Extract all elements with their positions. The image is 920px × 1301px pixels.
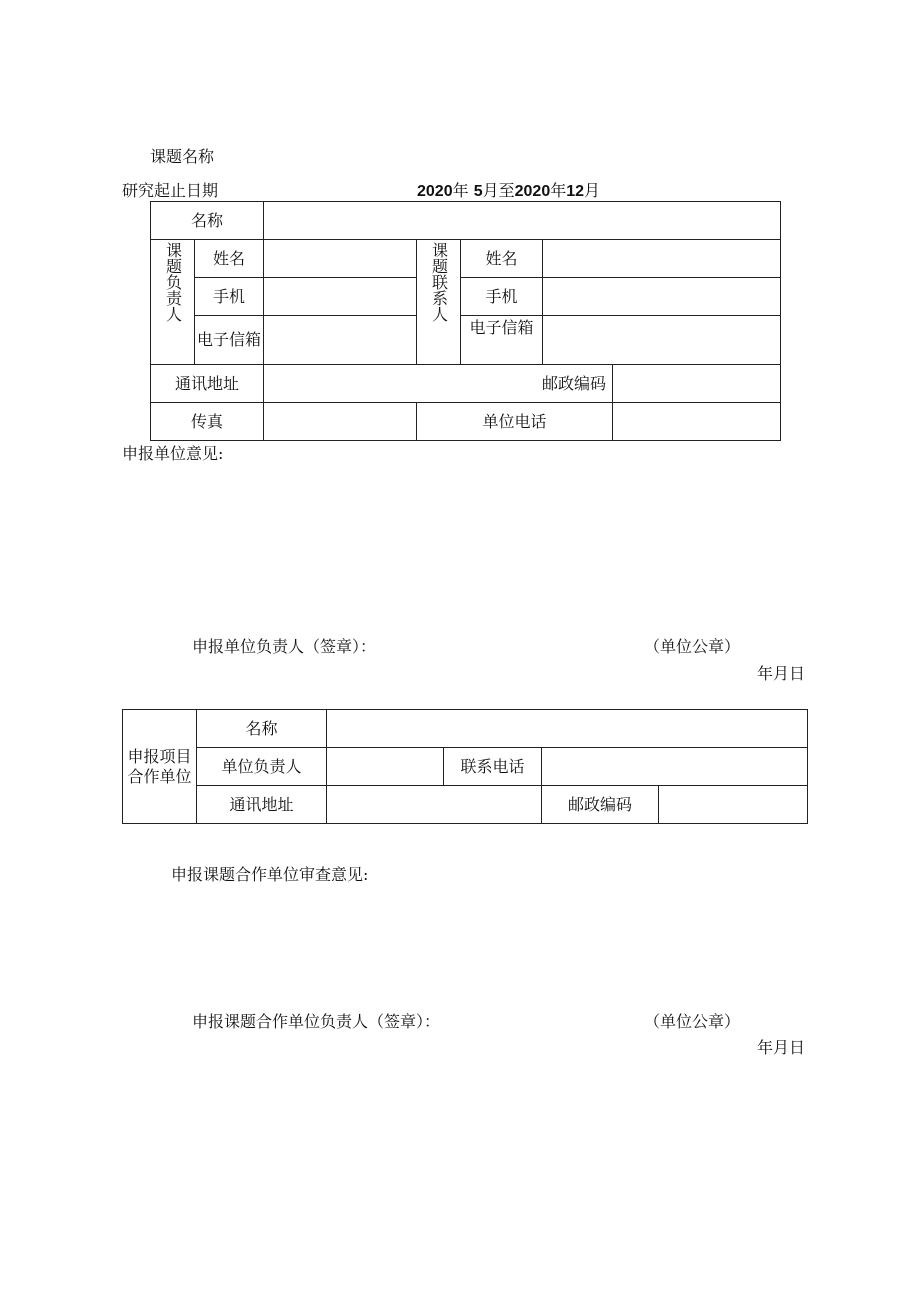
- contact-phone-label: 手机: [461, 278, 543, 316]
- leader-group-label: 课题负责人: [163, 242, 183, 322]
- project-name-label: 课题名称: [150, 147, 215, 166]
- partner-phone-input[interactable]: [542, 748, 808, 786]
- name-label: 名称: [151, 202, 264, 240]
- contact-group-label: 课题联系人: [429, 242, 449, 322]
- address-label: 通讯地址: [151, 365, 264, 403]
- partner-signer: 申报课题合作单位负责人（签章）：: [192, 1012, 441, 1031]
- postcode-input[interactable]: [613, 365, 781, 403]
- leader-email-input[interactable]: [264, 316, 417, 365]
- contact-surname-label: 姓名: [461, 240, 543, 278]
- partner-address-label: 通讯地址: [197, 786, 327, 824]
- period-value: 2020年 5月至2020年12月: [417, 181, 601, 200]
- contact-surname-input[interactable]: [543, 240, 781, 278]
- unit-phone-label: 单位电话: [417, 403, 613, 441]
- partner-postcode-label: 邮政编码: [542, 786, 659, 824]
- contact-phone-input[interactable]: [543, 278, 781, 316]
- postcode-label: 邮政编码: [542, 373, 607, 393]
- partner-leader-label: 单位负责人: [197, 748, 327, 786]
- period-end-year: 2020: [514, 183, 551, 200]
- leader-surname-input[interactable]: [264, 240, 417, 278]
- period-start-month: 5: [473, 183, 483, 200]
- partner-address-input[interactable]: [327, 786, 542, 824]
- contact-group-cell: [417, 240, 461, 365]
- partner-group-label: 申报项目合作单位: [123, 710, 197, 824]
- partner-name-label: 名称: [197, 710, 327, 748]
- project-info-table: [150, 201, 781, 441]
- applicant-signer: 申报单位负责人（签章）：: [192, 637, 377, 656]
- leader-phone-input[interactable]: [264, 278, 417, 316]
- period-end-month: 12: [566, 183, 585, 200]
- address-input[interactable]: [264, 365, 613, 403]
- contact-email-input[interactable]: [543, 316, 781, 365]
- leader-phone-label: 手机: [195, 278, 264, 316]
- partner-date: 年月日: [757, 1038, 806, 1057]
- fax-input[interactable]: [264, 403, 417, 441]
- name-input[interactable]: [264, 202, 781, 240]
- applicant-seal: （单位公章）: [644, 637, 741, 656]
- partner-seal: （单位公章）: [644, 1012, 741, 1031]
- fax-label: 传真: [151, 403, 264, 441]
- applicant-opinion-label: 申报单位意见:: [122, 444, 224, 463]
- contact-email-label: 电子信箱: [461, 316, 543, 365]
- partner-phone-label: 联系电话: [444, 748, 542, 786]
- applicant-date: 年月日: [757, 664, 806, 683]
- period-label: 研究起止日期: [122, 181, 219, 200]
- partner-opinion-label: 申报课题合作单位审查意见:: [171, 865, 369, 884]
- leader-surname-label: 姓名: [195, 240, 264, 278]
- partner-name-input[interactable]: [327, 710, 808, 748]
- leader-group-cell: [151, 240, 195, 365]
- partner-leader-input[interactable]: [327, 748, 444, 786]
- leader-email-label: 电子信箱: [195, 316, 264, 365]
- partner-unit-table: [122, 709, 808, 824]
- unit-phone-input[interactable]: [613, 403, 781, 441]
- partner-postcode-input[interactable]: [659, 786, 808, 824]
- period-start-year: 2020: [417, 183, 453, 200]
